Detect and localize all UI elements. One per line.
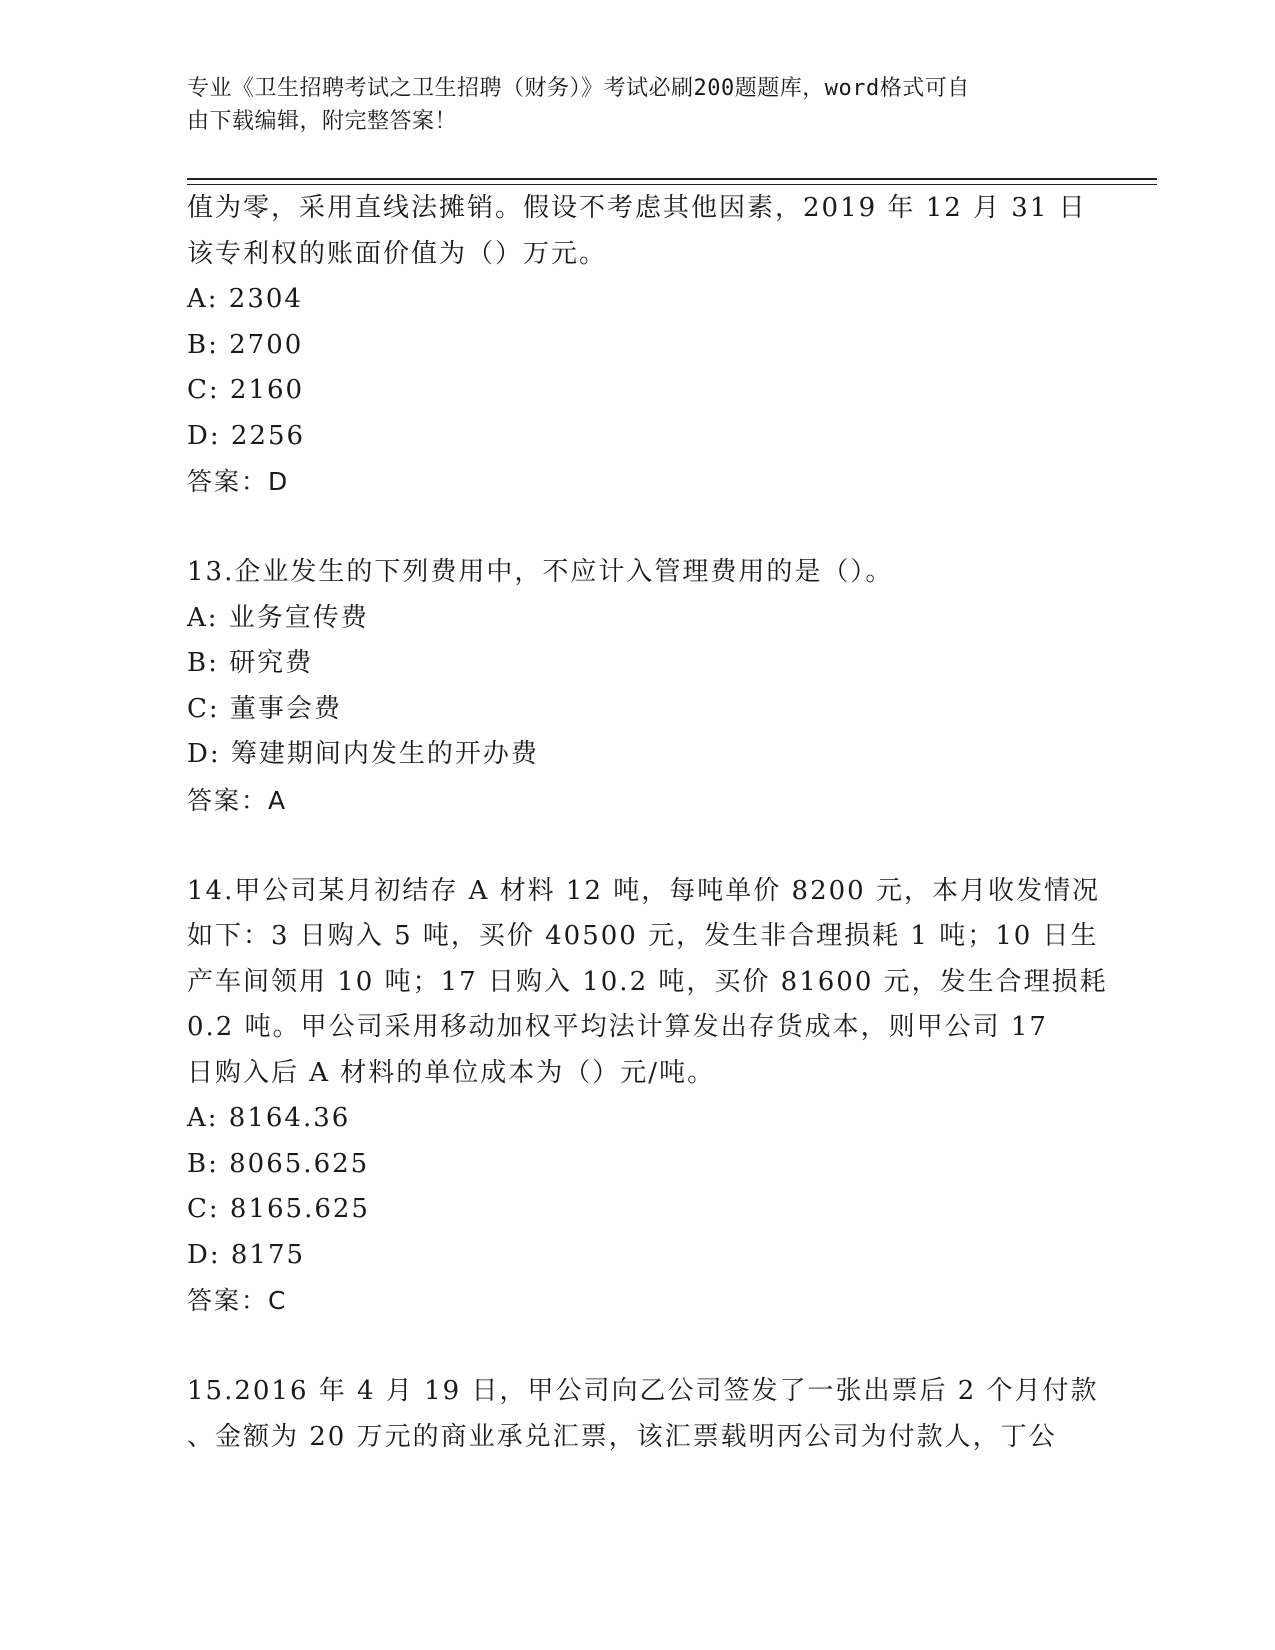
option-c: C: 8165.625 xyxy=(187,1194,370,1224)
option-a: A: 业务宣传费 xyxy=(187,602,369,633)
question-text-line: 14.甲公司某月初结存 A 材料 12 吨，每吨单价 8200 元，本月收发情况 xyxy=(187,875,1100,906)
option-b: B: 8065.625 xyxy=(187,1148,370,1179)
question-text-line: 0.2 吨。甲公司采用移动加权平均法计算发出存货成本，则甲公司 17 xyxy=(187,1012,1048,1042)
question-text-line: 13.企业发生的下列费用中，不应计入管理费用的是（）。 xyxy=(187,557,894,587)
header-line-2: 由下载编辑，附完整答案！ xyxy=(187,109,458,134)
header-divider-thin xyxy=(187,184,1157,185)
document-header xyxy=(187,72,1067,138)
question-text-line: 日购入后 A 材料的单位成本为（）元/吨。 xyxy=(187,1057,716,1088)
question-text-line: 值为零，采用直线法摊销。假设不考虑其他因素，2019 年 12 月 31 日 xyxy=(187,193,1087,223)
option-b: B: 研究费 xyxy=(187,648,314,678)
spacer xyxy=(187,505,1067,551)
option-c: C: 董事会费 xyxy=(187,693,342,724)
question-13 xyxy=(187,550,1067,823)
header-line-1: 专业《卫生招聘考试之卫生招聘（财务）》考试必刷200题题库，word格式可自 xyxy=(187,76,970,101)
question-text-line: 、金额为 20 万元的商业承兑汇票，该汇票载明丙公司为付款人，丁公 xyxy=(187,1421,1057,1452)
answer: 答案：C xyxy=(187,1286,288,1315)
document-page xyxy=(187,0,1157,1650)
spacer xyxy=(187,823,1067,869)
option-c: C: 2160 xyxy=(187,375,305,405)
question-text-line: 该专利权的账面价值为（）万元。 xyxy=(187,238,608,269)
question-list xyxy=(187,186,1108,1460)
question-12 xyxy=(187,186,1087,505)
question-text-line: 如下：3 日购入 5 吨，买价 40500 元，发生非合理损耗 1 吨；10 日生 xyxy=(187,921,1099,951)
option-b: B: 2700 xyxy=(187,329,304,360)
option-a: A: 2304 xyxy=(187,284,303,314)
question-15 xyxy=(187,1369,1099,1460)
option-d: D: 8175 xyxy=(187,1239,306,1270)
question-text-line: 15.2016 年 4 月 19 日，甲公司向乙公司签发了一张出票后 2 个月付款 xyxy=(187,1376,1099,1406)
answer: 答案：D xyxy=(187,467,290,496)
option-d: D: 2256 xyxy=(187,420,306,451)
answer: 答案：A xyxy=(187,785,288,815)
option-a: A: 8164.36 xyxy=(187,1103,351,1133)
question-14 xyxy=(187,869,1108,1324)
spacer xyxy=(187,1324,1067,1370)
question-text-line: 产车间领用 10 吨；17 日购入 10.2 吨，买价 81600 元，发生合理损耗 xyxy=(187,966,1108,997)
header-divider-thick xyxy=(187,178,1157,180)
option-d: D: 筹建期间内发生的开办费 xyxy=(187,739,539,769)
